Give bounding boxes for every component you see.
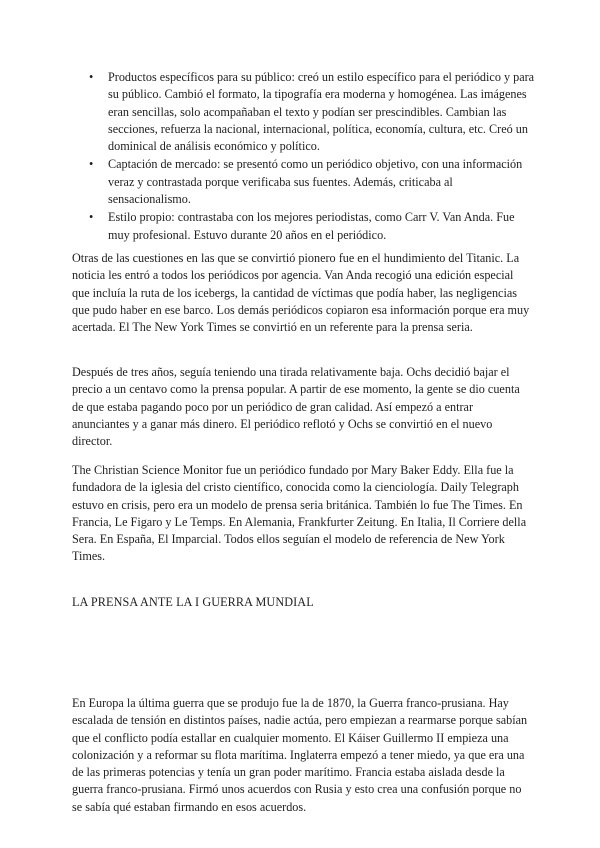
paragraph-europa: En Europa la última guerra que se produjo fue la de 1870, la Guerra franco-prusiana. Hay escalada de tensión en distintos países, nadie actúa, pero empiezan a rearmarse porque sabían que el conflicto podía estallar en cualquier momento. El Káiser Guillermo II empieza una colonización y a reformar su flota marítima. Inglaterra empezó a tener miedo, ya que era una de las primeras potencias y tenía un gran poder marítimo. Francia estaba aislada desde la guerra franco-prusiana. Firmó unos acuerdos con Rusia y esto crea una confusión porque no se sabía qué estaban firmando en esos acuerdos. bbox=[72, 696, 528, 814]
bullet-item-captacion: • Captación de mercado: se presentó como un periódico objetivo, con una información veraz y contrastada porque verificaba sus fuentes. Además, criticaba al sensacionalismo. bbox=[108, 156, 538, 208]
section-heading: LA PRENSA ANTE LA I GUERRA MUNDIAL bbox=[72, 595, 314, 609]
paragraph-precio: Después de tres años, seguía teniendo una tirada relativamente baja. Ochs decidió bajar el precio a un centavo como la prensa popular. A partir de ese momento, la gente se dio cuenta de que estaba pagando poco por un periódico de gran calidad. Así empezó a entrar anunciantes y a ganar más dinero. El periódico reflotó y Ochs se convirtió en el nuevo director. bbox=[72, 365, 520, 449]
bullet-list bbox=[108, 69, 538, 245]
paragraph-titanic: Otras de las cuestiones en las que se convirtió pionero fue en el hundimiento del Titanic. La noticia les entró a todos los periódicos por agencia. Van Anda recogió una edición especial que incluía la ruta de los icebergs, la cantidad de víctimas que podía haber, las negligencias que pudo haber en ese barco. Los demás periódicos copiaron esa información porque era muy acertada. El The New York Times se convirtió en un referente para la prensa seria. bbox=[72, 251, 530, 335]
bullet-item-estilo: • Estilo propio: contrastaba con los mejores periodistas, como Carr V. Van Anda. Fue muy profesional. Estuvo durante 20 años en el periódico. bbox=[108, 209, 538, 244]
bullet-item-productos: • Productos específicos para su público: creó un estilo específico para el periódico y para su público. Cambió el formato, la tipografía era moderna y homogénea. Las imágenes eran sencillas, solo acompañaban el texto y podían ser prescindibles. Cambian las secciones, refuerza la nacional, internacional, política, economía, cultura, etc. Creó un dominical de análisis económico y político. bbox=[108, 69, 538, 155]
paragraph-prensa-seria: The Christian Science Monitor fue un periódico fundado por Mary Baker Eddy. Ella fue la fundadora de la iglesia del cristo científico, conocida como la cienciología. Daily Telegraph estuvo en crisis, pero era un modelo de prensa seria británica. También lo fue The Times. En Francia, Le Figaro y Le Temps. En Alemania, Frankfurter Zeitung. En Italia, Il Corriere della Sera. En España, El Imparcial. Todos ellos seguían el modelo de referencia de New York Times. bbox=[72, 463, 527, 564]
